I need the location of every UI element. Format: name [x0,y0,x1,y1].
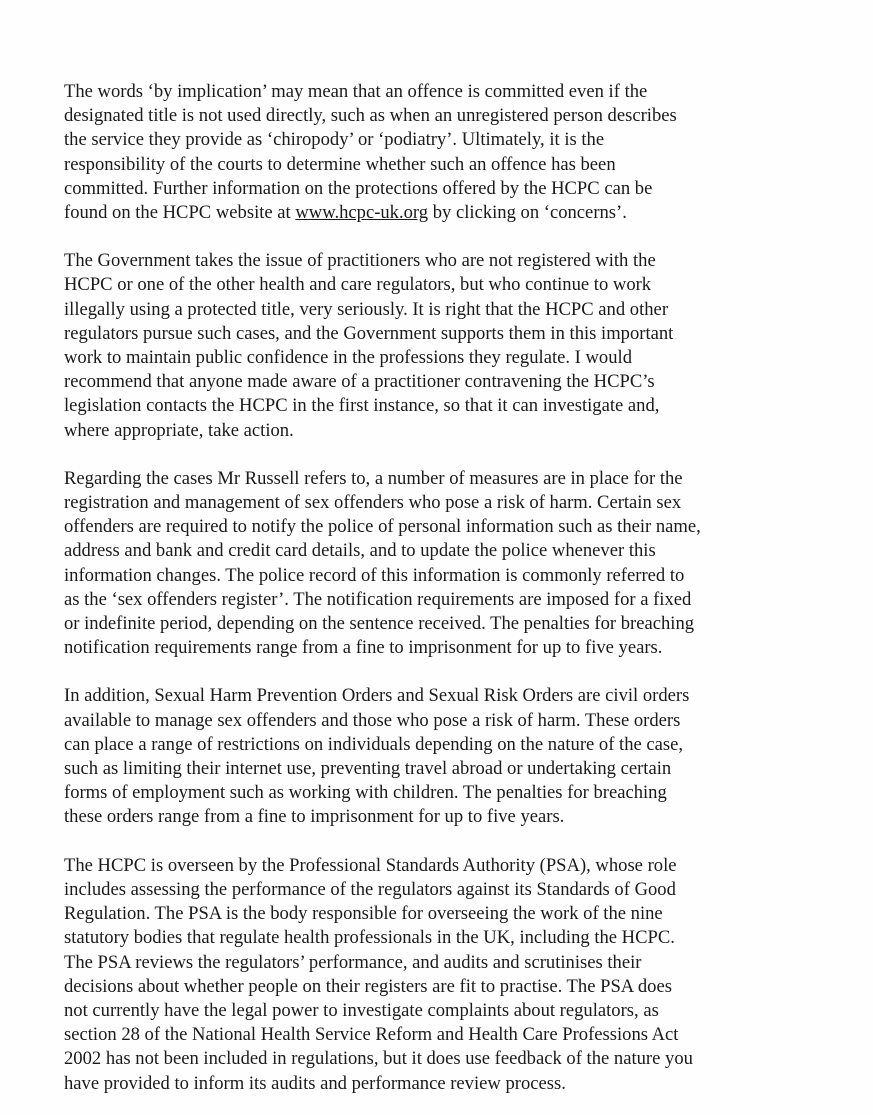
text-line: have provided to inform its audits and performance review process. [64,1072,566,1094]
text-line: legislation contacts the HCPC in the first instance, so that it can investigate and, [64,395,660,417]
text-before-link: found on the HCPC website at [64,202,296,224]
text-line: work to maintain public confidence in the professions they regulate. I would [64,347,632,369]
text-line: Regulation. The PSA is the body responsible for overseeing the work of the nine [64,903,663,925]
text-line: as the ‘sex offenders register’. The notification requirements are imposed for a fixed [64,588,692,610]
paragraph-psa-oversight [64,854,864,1096]
text-line: The HCPC is overseen by the Professional Standards Authority (PSA), whose role [64,854,677,876]
text-line: The words ‘by implication’ may mean that an offence is committed even if the [64,81,648,102]
text-line: where appropriate, take action. [64,419,294,441]
paragraph-government-position [64,249,864,443]
text-line: can place a range of restrictions on individuals depending on the nature of the case, [64,733,684,755]
text-line: committed. Further information on the protections offered by the HCPC can be [64,177,653,199]
text-line: registration and management of sex offenders who pose a risk of harm. Certain sex [64,492,682,514]
text-line: illegally using a protected title, very seriously. It is right that the HCPC and other [64,298,669,320]
paragraph-sex-offenders-register [64,467,864,661]
text-line: The Government takes the issue of practitioners who are not registered with the [64,250,656,272]
text-line: regulators pursue such cases, and the Government supports them in this important [64,322,674,344]
text-line: includes assessing the performance of the regulators against its Standards of Good [64,878,676,900]
text-line: the service they provide as ‘chiropody’ or ‘podiatry’. Ultimately, it is the [64,129,605,151]
text-line: decisions about whether people on their registers are fit to practise. The PSA does [64,975,672,997]
text-line: not currently have the legal power to investigate complaints about regulators, as [64,999,659,1021]
text-line: In addition, Sexual Harm Prevention Orders and Sexual Risk Orders are civil orders [64,685,690,707]
text-line: Regarding the cases Mr Russell refers to, a number of measures are in place for the [64,467,683,489]
text-line: recommend that anyone made aware of a practitioner contravening the HCPC’s [64,371,655,393]
text-line: these orders range from a fine to imprisonment for up to five years. [64,806,565,828]
text-line: designated title is not used directly, such as when an unregistered person describes [64,105,677,127]
hcpc-website-link[interactable]: www.hcpc-uk.org [295,202,429,224]
text-line: offenders are required to notify the police of personal information such as their name, [64,516,701,538]
text-line: The PSA reviews the regulators’ performance, and audits and scrutinises their [64,951,642,973]
text-line: information changes. The police record of this information is commonly referred to [64,564,685,586]
letter-body [64,80,864,1120]
text-line: statutory bodies that regulate health professionals in the UK, including the HCPC. [64,927,675,949]
text-line: section 28 of the National Health Service Reform and Health Care Professions Act [64,1024,679,1046]
text-line: available to manage sex offenders and those who pose a risk of harm. These orders [64,709,681,731]
text-line: 2002 has not been included in regulations, but it does use feedback of the nature you [64,1048,693,1070]
text-line: or indefinite period, depending on the sentence received. The penalties for breaching [64,613,695,635]
text-line: such as limiting their internet use, preventing travel abroad or undertaking certain [64,758,672,780]
text-line: address and bank and credit card details, and to update the police whenever this [64,540,656,562]
paragraph-civil-orders [64,684,864,829]
text-line-with-link [64,201,864,225]
text-line: HCPC or one of the other health and care regulators, but who continue to work [64,274,652,296]
text-line: notification requirements range from a fine to imprisonment for up to five years. [64,637,663,659]
text-line: responsibility of the courts to determine whether such an offence has been [64,153,616,175]
text-line: forms of employment such as working with children. The penalties for breaching [64,782,667,804]
paragraph-protected-titles [64,80,864,225]
text-after-link: by clicking on ‘concerns’. [428,202,627,224]
